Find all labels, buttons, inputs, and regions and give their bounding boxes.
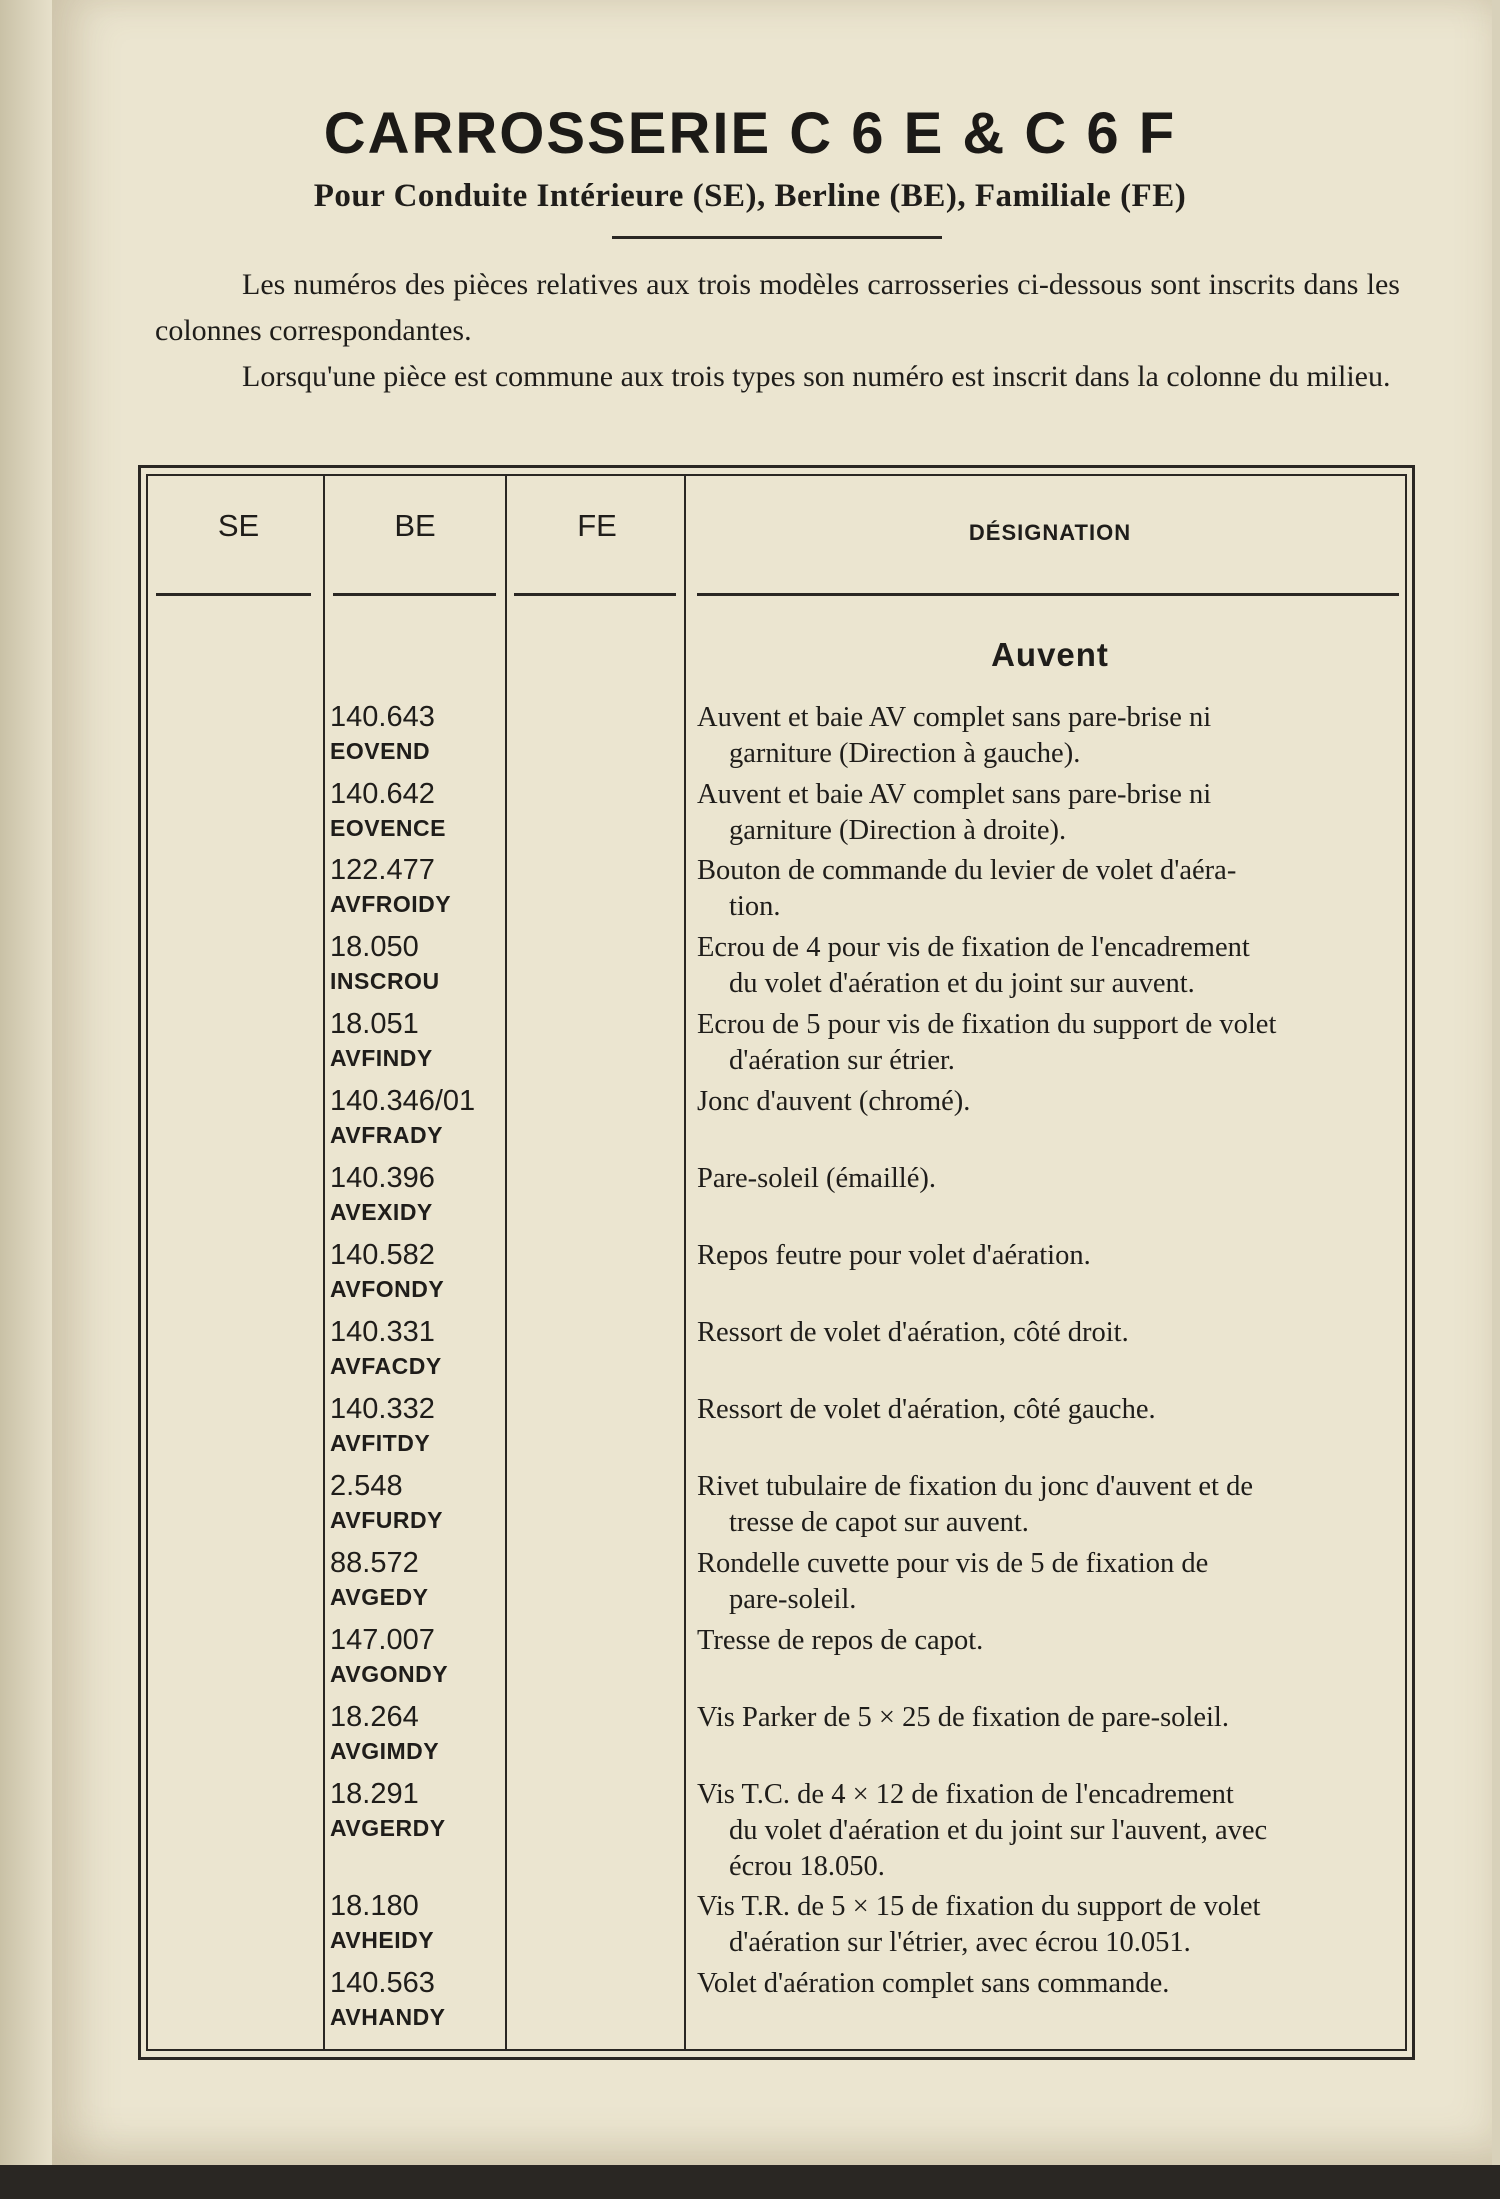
part-code: EOVEND xyxy=(330,738,431,764)
designation-line: Auvent et baie AV complet sans pare-brise ni xyxy=(697,702,1212,733)
header-rule-designation xyxy=(697,593,1399,596)
designation-line: Jonc d'auvent (chromé). xyxy=(697,1086,971,1117)
designation-line: tion. xyxy=(729,891,781,922)
column-header-fe: FE xyxy=(577,508,617,543)
part-number: 140.582 xyxy=(330,1239,435,1271)
part-number: 140.642 xyxy=(330,778,435,810)
part-number: 140.332 xyxy=(330,1393,435,1425)
header-rule-fe xyxy=(514,593,676,596)
part-code: AVFITDY xyxy=(330,1430,431,1456)
part-number: 147.007 xyxy=(330,1624,435,1656)
designation-line: Ecrou de 4 pour vis de fixation de l'encadrement xyxy=(697,932,1250,963)
part-code: AVGEDY xyxy=(330,1584,429,1610)
part-number: 140.346/01 xyxy=(330,1085,476,1117)
part-code: AVHANDY xyxy=(330,2004,446,2030)
part-designation xyxy=(697,1777,1402,1885)
part-designation xyxy=(697,1007,1402,1079)
designation-line: Repos feutre pour volet d'aération. xyxy=(697,1240,1091,1271)
designation-line: écrou 18.050. xyxy=(729,1851,885,1882)
page-binding xyxy=(0,0,60,2199)
header-rule-be xyxy=(333,593,496,596)
part-code: AVHEIDY xyxy=(330,1927,435,1953)
part-designation xyxy=(697,1084,1402,1120)
page-subtitle: Pour Conduite Intérieure (SE), Berline (BE), Familiale (FE) xyxy=(313,178,1187,214)
designation-line: Pare-soleil (émaillé). xyxy=(697,1163,936,1194)
designation-line: garniture (Direction à droite). xyxy=(729,815,1067,846)
designation-line: Rondelle cuvette pour vis de 5 de fixation de xyxy=(697,1548,1209,1579)
designation-line: Tresse de repos de capot. xyxy=(697,1625,984,1656)
part-code: AVFRADY xyxy=(330,1122,443,1148)
designation-line: d'aération sur étrier. xyxy=(729,1045,955,1076)
part-code: INSCROU xyxy=(330,968,440,994)
intro-paragraph-1: Les numéros des pièces relatives aux trois modèles carrosseries ci-dessous sont inscrits dans les colonnes correspondantes. xyxy=(155,268,1400,347)
part-designation xyxy=(697,1315,1402,1351)
designation-line: du volet d'aération et du joint sur auvent. xyxy=(729,968,1195,999)
part-code: AVGONDY xyxy=(330,1661,449,1687)
designation-line: Rivet tubulaire de fixation du jonc d'auvent et de xyxy=(697,1471,1253,1502)
part-code: AVFINDY xyxy=(330,1045,433,1071)
part-number: 140.643 xyxy=(330,701,435,733)
part-designation xyxy=(697,1889,1402,1961)
designation-line: Ressort de volet d'aération, côté droit. xyxy=(697,1317,1129,1348)
page-title: CARROSSERIE C 6 E & C 6 F xyxy=(323,101,1177,166)
designation-line: d'aération sur l'étrier, avec écrou 10.051. xyxy=(729,1927,1191,1958)
part-code: AVGERDY xyxy=(330,1815,446,1841)
part-designation xyxy=(697,700,1402,772)
part-code: EOVENCE xyxy=(330,815,446,841)
part-number: 140.396 xyxy=(330,1162,435,1194)
part-number: 88.572 xyxy=(330,1547,419,1579)
part-designation xyxy=(697,1392,1402,1428)
part-code: AVFURDY xyxy=(330,1507,443,1533)
part-number: 18.050 xyxy=(330,931,419,963)
designation-line: Ressort de volet d'aération, côté gauche. xyxy=(697,1394,1156,1425)
designation-line: Vis T.R. de 5 × 15 de fixation du support de volet xyxy=(697,1891,1261,1922)
page-bottom-edge xyxy=(0,2165,1500,2199)
part-number: 18.180 xyxy=(330,1890,419,1922)
part-designation xyxy=(697,930,1402,1002)
part-code: AVFROIDY xyxy=(330,891,452,917)
designation-line: tresse de capot sur auvent. xyxy=(729,1507,1029,1538)
part-designation xyxy=(697,1546,1402,1618)
designation-line: Vis Parker de 5 × 25 de fixation de pare-soleil. xyxy=(697,1702,1229,1733)
part-code: AVFONDY xyxy=(330,1276,445,1302)
designation-line: Ecrou de 5 pour vis de fixation du support de volet xyxy=(697,1009,1277,1040)
part-code: AVEXIDY xyxy=(330,1199,433,1225)
designation-line: Auvent et baie AV complet sans pare-brise ni xyxy=(697,779,1212,810)
intro-paragraph-2: Lorsqu'une pièce est commune aux trois types son numéro est inscrit dans la colonne du milieu. xyxy=(242,360,1391,393)
part-number: 140.563 xyxy=(330,1967,435,1999)
part-designation xyxy=(697,1238,1402,1274)
part-number: 18.291 xyxy=(330,1778,419,1810)
part-designation xyxy=(697,1623,1402,1659)
title-divider xyxy=(612,236,942,239)
designation-line: pare-soleil. xyxy=(729,1584,857,1615)
column-divider-fe-designation xyxy=(684,474,686,2051)
designation-line: garniture (Direction à gauche). xyxy=(729,738,1081,769)
part-number: 18.051 xyxy=(330,1008,419,1040)
column-header-se: SE xyxy=(217,508,260,543)
designation-line: du volet d'aération et du joint sur l'auvent, avec xyxy=(729,1815,1268,1846)
column-divider-se-be xyxy=(323,474,325,2051)
part-designation xyxy=(697,1700,1402,1736)
part-number: 122.477 xyxy=(330,854,435,886)
part-designation xyxy=(697,777,1402,849)
part-designation xyxy=(697,1966,1402,2002)
part-number: 18.264 xyxy=(330,1701,419,1733)
designation-line: Bouton de commande du levier de volet d'aéra- xyxy=(697,855,1237,886)
column-divider-be-fe xyxy=(505,474,507,2051)
designation-line: Vis T.C. de 4 × 12 de fixation de l'encadrement xyxy=(697,1779,1234,1810)
part-code: AVFACDY xyxy=(330,1353,442,1379)
designation-line: Volet d'aération complet sans commande. xyxy=(697,1968,1170,1999)
header-rule-se xyxy=(156,593,311,596)
section-title-auvent: Auvent xyxy=(991,636,1109,673)
part-designation xyxy=(697,853,1402,925)
part-number: 140.331 xyxy=(330,1316,435,1348)
column-header-designation: DÉSIGNATION xyxy=(968,520,1132,545)
column-header-be: BE xyxy=(394,508,436,543)
part-designation xyxy=(697,1469,1402,1541)
part-number: 2.548 xyxy=(330,1470,403,1502)
part-designation xyxy=(697,1161,1402,1197)
intro-text xyxy=(155,262,1400,400)
part-code: AVGIMDY xyxy=(330,1738,440,1764)
